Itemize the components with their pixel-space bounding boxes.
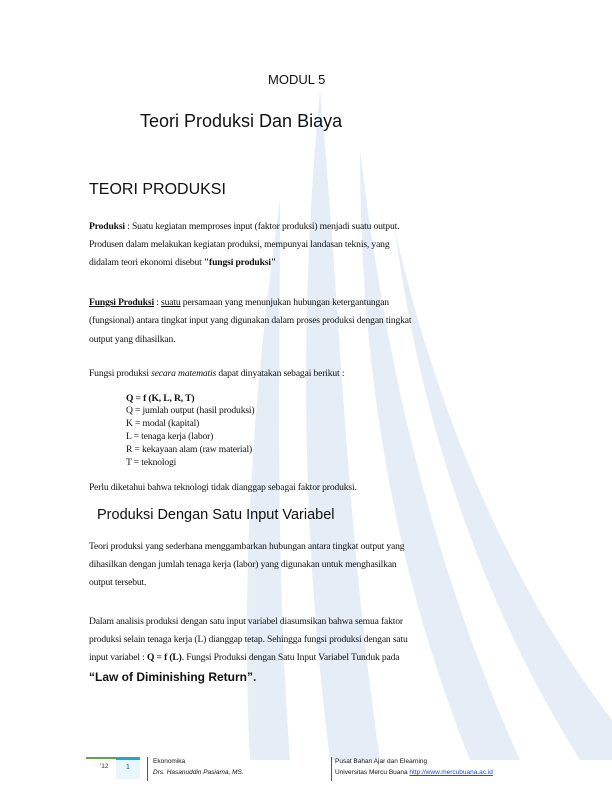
- paragraph-sederhana-line1: Teori produksi yang sederhana menggambarkan hubungan antara tingkat output yang: [89, 541, 405, 552]
- footer-course: Ekonomika: [153, 758, 186, 765]
- text-span: Universitas Mercu Buana: [335, 769, 410, 776]
- footer-divider: [147, 757, 148, 781]
- paragraph-sederhana-line2: dihasilkan dengan jumlah tenaga kerja (labor) yang digunakan untuk menghasilkan: [89, 559, 397, 570]
- term-fungsi-produksi-def: Fungsi Produksi: [89, 297, 155, 308]
- paragraph-analisis-line2: produksi selain tenaga kerja (L) dianggap tetap. Sehingga fungsi produksi dengan satu: [89, 634, 408, 645]
- formula-inline: Q = f (L): [146, 652, 182, 663]
- paragraph-fungsi-line3: output yang dihasilkan.: [89, 334, 176, 345]
- paragraph-produksi-line1: [89, 221, 399, 232]
- formula: Q = f (K, L, R, T): [126, 393, 195, 404]
- paragraph-sederhana-line3: output tersebut.: [89, 577, 147, 588]
- paragraph-fungsi-line1: [89, 297, 389, 308]
- footer-university: [335, 769, 493, 776]
- definition-item: R = kekayaan alam (raw material): [126, 444, 253, 455]
- paragraph-analisis-line1: Dalam analisis produksi dengan satu input variabel diasumsikan bahwa semua faktor: [89, 616, 403, 627]
- text-span: Fungsi produksi: [89, 368, 152, 379]
- paragraph-analisis-line3: [89, 652, 399, 663]
- paragraph-note: Perlu diketahui bahwa teknologi tidak dianggap sebagai faktor produksi.: [89, 482, 357, 493]
- section-heading-satu-input: Produksi Dengan Satu Input Variabel: [97, 507, 335, 523]
- definition-item: K = modal (kapital): [126, 418, 200, 429]
- definition-item: L = tenaga kerja (labor): [126, 431, 214, 442]
- text-span: secara matematis: [151, 368, 217, 379]
- page-number: 1: [126, 764, 130, 771]
- text-span: : Suatu kegiatan memproses input (faktor produksi) menjadi suatu output.: [124, 221, 400, 232]
- text-span: suatu: [161, 297, 181, 308]
- definition-item: Q = jumlah output (hasil produksi): [126, 405, 255, 416]
- text-span: . Fungsi Produksi dengan Satu Input Variabel Tunduk pada: [181, 652, 400, 663]
- text-span: didalam teori ekonomi disebut: [89, 257, 204, 268]
- text-span: persamaan yang menunjukan hubungan ketergantungan: [180, 297, 389, 308]
- term-produksi: Produksi: [89, 221, 125, 232]
- footer-author: Drs. Hasanuddin Pasiama, MS.: [153, 769, 244, 776]
- footer-url-link[interactable]: http://www.mercubuana.ac.id: [409, 769, 493, 776]
- paragraph-fungsi-line2: (fungsional) antara tingkat input yang digunakan dalam proses produksi dengan tingkat: [89, 315, 412, 326]
- paragraph-matematis: [89, 368, 344, 379]
- module-label: MODUL 5: [268, 72, 326, 87]
- footer-center: Pusat Bahan Ajar dan Elearning: [335, 758, 428, 765]
- paragraph-produksi-line2: Produsen dalam melakukan kegiatan produksi, mempunyai landasan teknis, yang: [89, 239, 390, 250]
- footer-year: '12: [100, 763, 109, 770]
- law-of-diminishing-return: “Law of Diminishing Return”.: [89, 670, 257, 684]
- text-span: dapat dinyatakan sebagai berikut :: [216, 368, 345, 379]
- page-title: Teori Produksi Dan Biaya: [140, 111, 343, 131]
- paragraph-produksi-line3: [89, 257, 276, 268]
- footer-divider: [331, 757, 332, 781]
- definition-item: T = teknologi: [126, 457, 177, 468]
- footer-accent-line: [86, 757, 116, 759]
- text-span: input variabel :: [89, 652, 147, 663]
- term-fungsi-produksi: "fungsi produksi": [203, 257, 277, 268]
- section-heading-teori-produksi: TEORI PRODUKSI: [89, 181, 226, 198]
- text-span: :: [154, 297, 162, 308]
